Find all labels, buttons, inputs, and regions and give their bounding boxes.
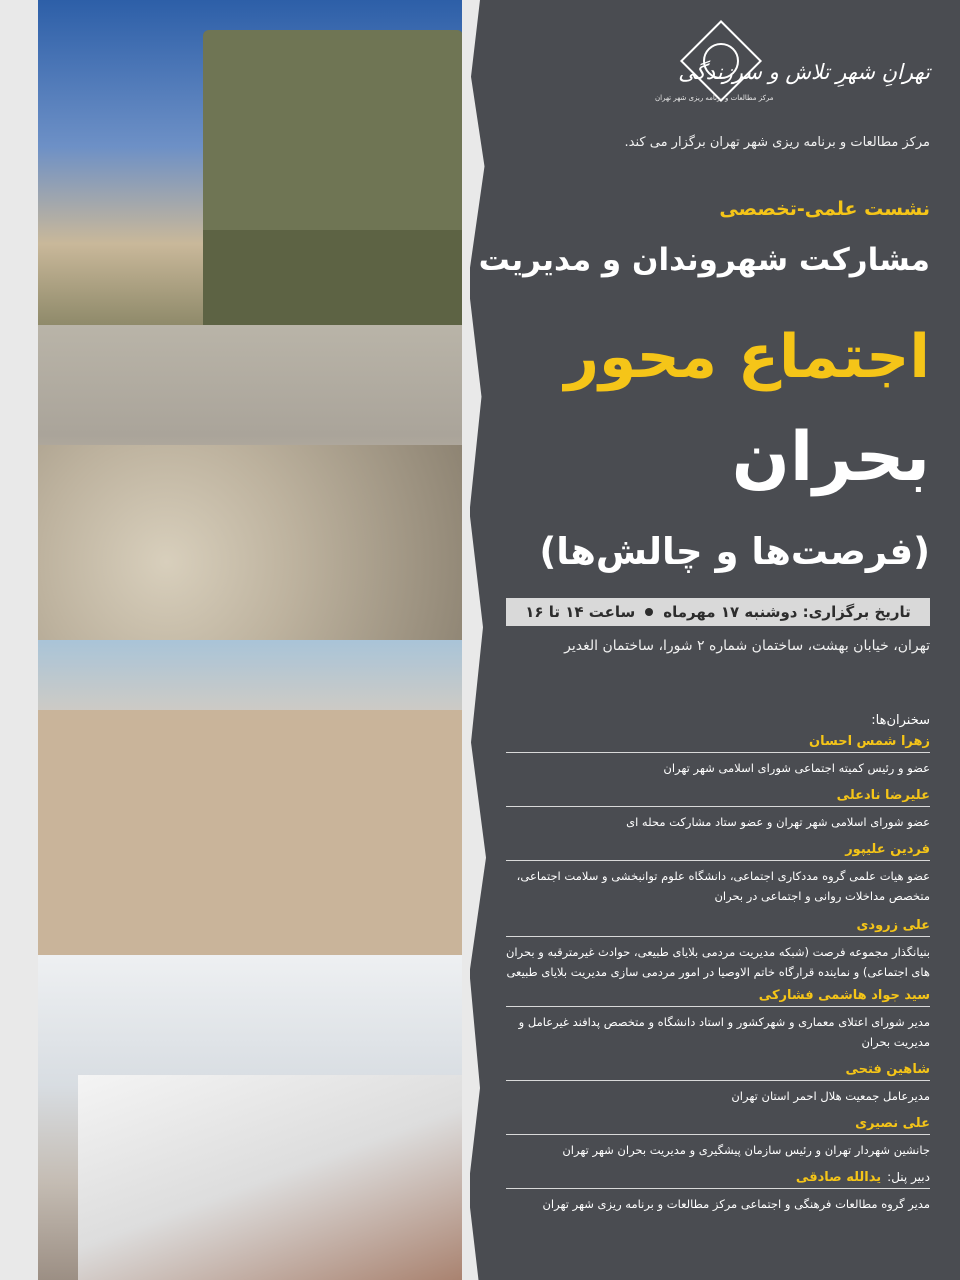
info-panel <box>470 0 960 1280</box>
speaker-item <box>506 918 930 988</box>
speaker-name: شاهین فتحی <box>506 1062 930 1081</box>
event-title-line1: مشارکت شهروندان و مدیریت <box>478 242 930 278</box>
speaker-role: عضو هیات علمی گروه مددکاری اجتماعی، دانشگاه علوم توانبخشی و سلامت اجتماعی، متخصص مداخلات روانی و اجتماعی در بحران <box>516 869 930 903</box>
ground-shape <box>38 710 466 955</box>
speaker-name: علیرضا نادعلی <box>506 788 930 807</box>
speaker-name: علی زرودی <box>506 918 930 937</box>
tehran-city-logo: تهرانِ شهرِ تلاش و سرزندگی <box>678 60 930 84</box>
photo-collage <box>0 0 470 1280</box>
separator-dot-icon <box>645 608 653 616</box>
photo-soldiers-unloading-truck <box>38 0 466 325</box>
photo-earthquake-rubble <box>38 325 466 640</box>
speaker-item <box>506 842 930 918</box>
event-date: تاریخ برگزاری: دوشنبه ۱۷ مهرماه <box>663 603 911 621</box>
event-title-line3: بحران <box>731 418 930 497</box>
date-time-bar <box>506 598 930 626</box>
speaker-item <box>506 788 930 842</box>
speaker-item <box>506 734 930 788</box>
photo-blood-donation <box>38 955 466 1280</box>
research-center-caption: مرکز مطالعات و برنامه ریزی شهر تهران <box>655 94 774 102</box>
speaker-role: عضو و رئیس کمیته اجتماعی شورای اسلامی شهر تهران <box>663 761 930 775</box>
truck-shape <box>203 30 463 325</box>
speaker-name: زهرا شمس احسان <box>506 734 930 753</box>
speaker-role: بنیانگذار مجموعه فرصت (شبکه مدیریت مردمی بلایای طبیعی، حوادث غیرمترقبه و بحران های اجتماعی) و نماینده قرارگاه خاتم الاوصیا در امور مردمی سازی مدیریت بلایای طبیعی <box>505 945 930 979</box>
speaker-role: جانشین شهردار تهران و رئیس سازمان پیشگیری و مدیریت بحران شهر تهران <box>562 1143 930 1157</box>
speaker-role: مدیر شورای اعتلای معماری و شهرکشور و استاد دانشگاه و متخصص پدافند غیرعامل و مدیریت بحران <box>518 1015 930 1049</box>
event-title-line2: اجتماع محور <box>564 322 930 392</box>
speaker-item <box>506 1116 930 1170</box>
speaker-item <box>506 1062 930 1116</box>
organizer-text: مرکز مطالعات و برنامه ریزی شهر تهران برگزار می کند. <box>624 135 930 150</box>
speakers-label: سخنران‌ها: <box>871 713 930 728</box>
speakers-list <box>506 734 930 1214</box>
beds-shape <box>78 1075 466 1280</box>
moderator-prefix: دبیر پنل: <box>887 1170 930 1184</box>
rubble-shape <box>38 445 466 640</box>
logo-area <box>470 32 960 112</box>
event-time: ساعت ۱۴ تا ۱۶ <box>525 603 636 621</box>
moderator-name: یدالله صادقی <box>795 1170 882 1185</box>
research-center-emblem-icon <box>680 20 762 102</box>
event-address: تهران، خیابان بهشت، ساختمان شماره ۲ شورا، ساختمان الغدیر <box>564 638 930 654</box>
speaker-name: سید جواد هاشمی فشارکی <box>506 988 930 1007</box>
speaker-item <box>506 988 930 1062</box>
speaker-name: فردین علیپور <box>506 842 930 861</box>
speaker-name: علی نصیری <box>506 1116 930 1135</box>
photo-aid-distribution <box>38 640 466 955</box>
event-title-line4: (فرصت‌ها و چالش‌ها) <box>539 530 930 573</box>
speaker-role: عضو شورای اسلامی شهر تهران و عضو ستاد مشارکت محله ای <box>626 815 930 829</box>
speaker-role: مدیرعامل جمعیت هلال احمر استان تهران <box>731 1089 930 1103</box>
event-type: نشست علمی-تخصصی <box>719 198 930 220</box>
moderator-name-line <box>506 1170 930 1189</box>
moderator-role: مدیر گروه مطالعات فرهنگی و اجتماعی مرکز مطالعات و برنامه ریزی شهر تهران <box>542 1197 930 1211</box>
moderator-item <box>506 1170 930 1214</box>
